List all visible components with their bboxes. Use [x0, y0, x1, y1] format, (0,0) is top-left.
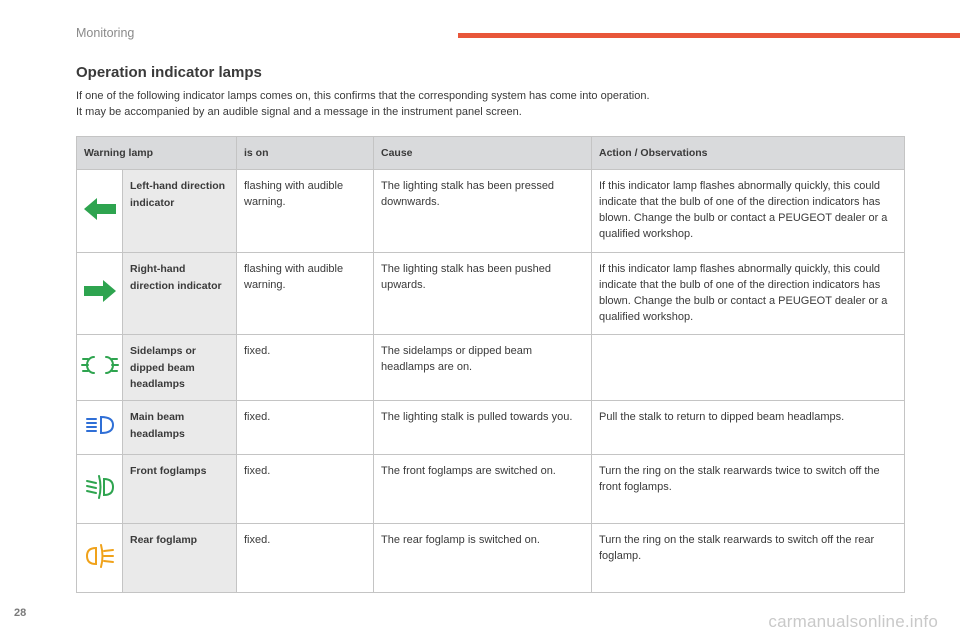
lamp-name: Sidelamps or dipped beam headlamps — [123, 335, 237, 401]
lamp-name: Rear foglamp — [123, 524, 237, 593]
lamp-icon-cell — [77, 455, 123, 524]
intro-text — [76, 89, 916, 120]
lamp-is-on: fixed. — [237, 455, 374, 524]
section-name: Monitoring — [76, 26, 135, 40]
table-header-row — [77, 137, 905, 170]
right-arrow-icon — [83, 279, 117, 303]
intro-line-2: It may be accompanied by an audible signal and a message in the instrument panel screen. — [76, 105, 522, 118]
lamp-name: Right-hand direction indicator — [123, 253, 237, 335]
page-title: Operation indicator lamps — [76, 64, 262, 81]
header-action: Action / Observations — [592, 137, 905, 170]
lamp-is-on: flashing with audible warning. — [237, 253, 374, 335]
rear-foglamp-icon — [85, 544, 115, 568]
lamp-action: If this indicator lamp flashes abnormally quickly, this could indicate that the bulb of one of the direction indicators has blown. Change the bulb or contact a PEUGEOT dealer or a qualified workshop. — [592, 253, 905, 335]
lamp-icon-cell — [77, 253, 123, 335]
lamp-is-on: fixed. — [237, 524, 374, 593]
lamp-name: Main beam headlamps — [123, 401, 237, 455]
lamp-cause: The lighting stalk is pulled towards you. — [374, 401, 592, 455]
header-is-on: is on — [237, 137, 374, 170]
watermark: carmanualsonline.info — [768, 612, 938, 631]
lamp-name: Left-hand direction indicator — [123, 170, 237, 253]
lamp-action: Pull the stalk to return to dipped beam headlamps. — [592, 401, 905, 455]
left-arrow-icon — [83, 197, 117, 221]
header-cause: Cause — [374, 137, 592, 170]
right-arrow-shape — [84, 280, 116, 302]
lamp-action: Turn the ring on the stalk rearwards to switch off the rear foglamp. — [592, 524, 905, 593]
lamp-cause: The lighting stalk has been pressed downwards. — [374, 170, 592, 253]
left-arrow-shape — [84, 198, 116, 220]
table-row — [77, 253, 905, 335]
lamp-action: If this indicator lamp flashes abnormally quickly, this could indicate that the bulb of one of the direction indicators has blown. Change the bulb or contact a PEUGEOT dealer or a qualified workshop. — [592, 170, 905, 253]
front-foglamp-icon — [85, 475, 115, 499]
header-accent-rule — [458, 33, 960, 38]
intro-line-1: If one of the following indicator lamps comes on, this confirms that the corresponding system has come into operation. — [76, 90, 650, 102]
page-number: 28 — [14, 607, 27, 619]
table-row — [77, 335, 905, 401]
sidelamps-icon — [81, 354, 119, 376]
table-row — [77, 524, 905, 593]
lamp-is-on: fixed. — [237, 401, 374, 455]
table-row — [77, 170, 905, 253]
lamp-icon-cell — [77, 524, 123, 593]
lamp-cause: The rear foglamp is switched on. — [374, 524, 592, 593]
main-beam-icon — [85, 414, 115, 436]
lamp-cause: The sidelamps or dipped beam headlamps are on. — [374, 335, 592, 401]
lamp-cause: The lighting stalk has been pushed upwards. — [374, 253, 592, 335]
lamp-action: Turn the ring on the stalk rearwards twice to switch off the front foglamps. — [592, 455, 905, 524]
lamp-action — [592, 335, 905, 401]
lamp-is-on: fixed. — [237, 335, 374, 401]
table-row — [77, 455, 905, 524]
header-warning-lamp: Warning lamp — [77, 137, 237, 170]
indicator-lamps-table — [76, 136, 905, 593]
lamp-cause: The front foglamps are switched on. — [374, 455, 592, 524]
lamp-icon-cell — [77, 335, 123, 401]
lamp-name: Front foglamps — [123, 455, 237, 524]
lamp-icon-cell — [77, 401, 123, 455]
lamp-is-on: flashing with audible warning. — [237, 170, 374, 253]
table-row — [77, 401, 905, 455]
lamp-icon-cell — [77, 170, 123, 253]
